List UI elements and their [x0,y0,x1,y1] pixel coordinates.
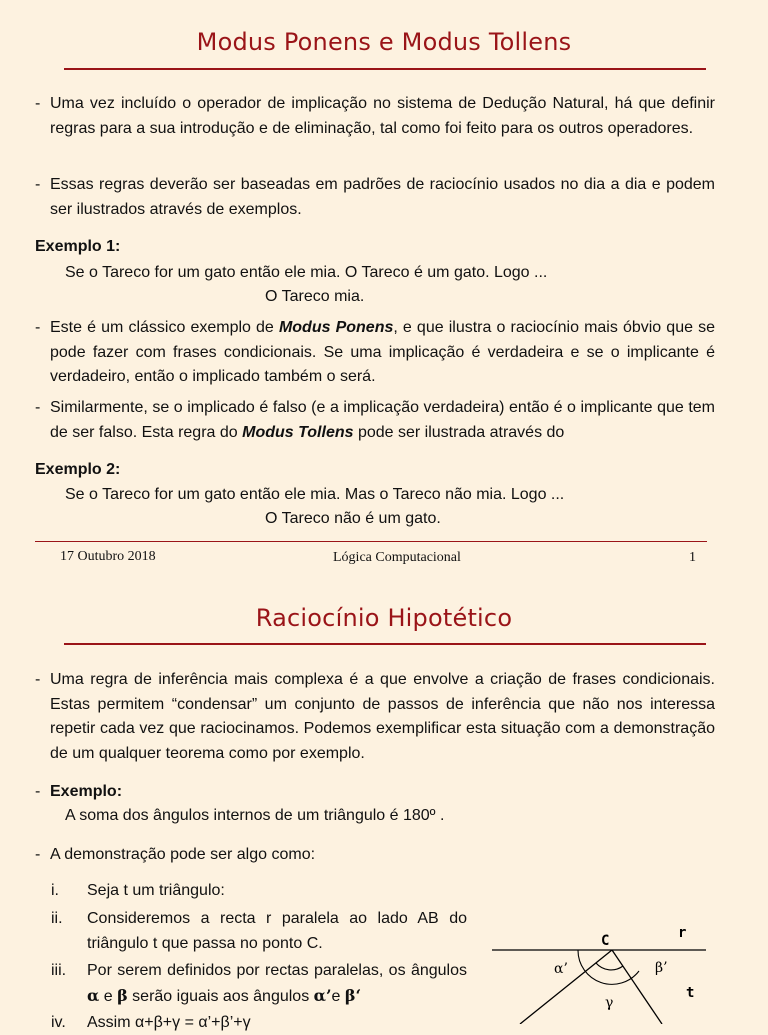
angle-arc-gamma [596,963,623,970]
modus-ponens-term: Modus Ponens [278,319,394,336]
example-label: Exemplo: [50,783,123,800]
triangle-diagram [480,915,720,1024]
step-text: Consideremos a recta r paralela ao lado AB do triângulo t que passa no ponto C. [87,910,467,952]
footer-date: 17 Outubro 2018 [60,549,156,564]
bullet-paragraph: Similarmente, se o implicado é falso (e a implicação verdadeira) então é o implicante que tem de ser falso. Esta regra do Modus Tollens pode ser ilustrada através do [50,399,715,441]
bullet-paragraph: Este é um clássico exemplo de Modus Ponens, e que ilustra o raciocínio mais óbvio que se pode fazer com frases condicionais. Se uma implicação é verdadeira e se o implicante é verdadeiro, então o implicado também o será. [50,319,715,385]
step-number: iii. [51,962,67,979]
footer-course: Lógica Computacional [333,550,461,565]
title-underline [64,643,706,645]
title-underline [64,68,706,70]
example-label: Exemplo 1: [35,238,121,255]
step-number: iv. [51,1014,66,1031]
example-text: Se o Tareco for um gato então ele mia. O Tareco é um gato. Logo ... [65,264,548,281]
bullet-dash: - [35,95,41,112]
slide2-title: Raciocínio Hipotético [255,604,513,632]
label-t: t [686,985,695,1001]
example-conclusion: O Tareco mia. [265,288,365,305]
example-text: A soma dos ângulos internos de um triângulo é 180º . [65,807,445,824]
bullet-paragraph: Essas regras deverão ser baseadas em padrões de raciocínio usados no dia a dia e podem ser ilustrados através de exemplos. [50,176,715,218]
bullet-dash: - [35,783,41,800]
step-number: ii. [51,910,63,927]
example-conclusion: O Tareco não é um gato. [265,510,441,527]
footer-divider [35,541,707,542]
beta-symbol: β [117,985,128,1005]
alpha-symbol: α [87,985,100,1005]
label-C: C [601,933,610,949]
bullet-dash: - [35,176,41,193]
alpha-prime-symbol: α’ [313,985,332,1005]
label-gamma: γ [605,995,614,1011]
example-text: Se o Tareco for um gato então ele mia. Mas o Tareco não mia. Logo ... [65,486,565,503]
bullet-dash: - [35,846,41,863]
bullet-dash: - [35,671,41,688]
example-label: Exemplo 2: [35,461,121,478]
beta-prime-symbol: β‘ [344,985,362,1005]
bullet-dash: - [35,399,41,416]
step-text: Por serem definidos por rectas paralelas, os ângulos α e β serão iguais aos ângulos α’e β‘ [87,962,467,1005]
slide1-title: Modus Ponens e Modus Tollens [196,28,572,56]
step-text: Seja t um triângulo: [87,882,225,899]
bullet-dash: - [35,319,41,336]
modus-tollens-term: Modus Tollens [242,423,354,441]
angle-arc [578,950,639,984]
step-text: Assim α+β+γ = α’+β’+γ [87,1014,251,1031]
step-number: i. [51,882,59,899]
footer-page-number: 1 [689,550,696,565]
label-beta-prime: β’ [655,960,668,976]
bullet-paragraph: Uma vez incluído o operador de implicação no sistema de Dedução Natural, há que definir regras para a sua introdução e de eliminação, tal como foi feito para os outros operadores. [50,95,715,137]
label-r: r [678,925,687,941]
label-alpha-prime: α’ [554,961,568,977]
bullet-paragraph: A demonstração pode ser algo como: [50,846,316,863]
bullet-paragraph: Uma regra de inferência mais complexa é a que envolve a criação de frases condicionais. Estas permitem “condensar” um conjunto de passos de inferência que não nos interessa repetir cada vez que raciocinamos. Podemos exemplificar esta situação com a demonstração de um qualquer teorema como por exemplo. [50,671,715,762]
